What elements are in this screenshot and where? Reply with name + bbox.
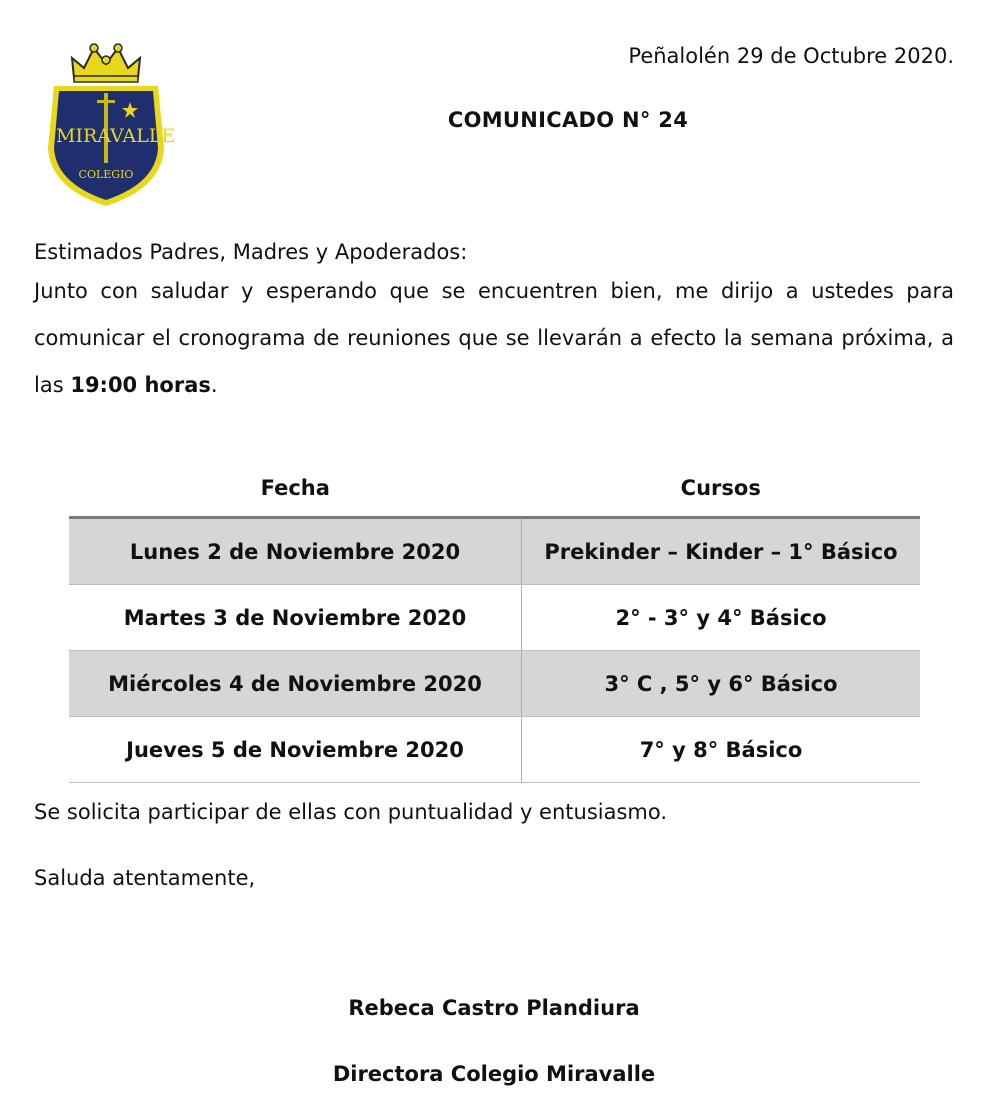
- intro-end: .: [210, 373, 218, 397]
- table-row: [69, 518, 920, 585]
- table-row: [69, 651, 920, 717]
- row-courses: 7° y 8° Básico: [522, 717, 921, 783]
- signer-role: Directora Colegio Miravalle: [332, 1062, 656, 1086]
- header-cursos: Cursos: [522, 460, 921, 518]
- signer-name: Rebeca Castro Plandiura: [348, 996, 640, 1020]
- letter-date: Peñalolén 29 de Octubre 2020.: [628, 44, 954, 68]
- table-row: [69, 717, 920, 783]
- intro-paragraph: [34, 268, 954, 409]
- meeting-schedule-table: [69, 460, 920, 783]
- greeting: Estimados Padres, Madres y Apoderados:: [34, 240, 468, 264]
- row-date: Miércoles 4 de Noviembre 2020: [69, 651, 522, 717]
- svg-text:VALLE: VALLE: [110, 125, 176, 147]
- table-row: [69, 585, 920, 651]
- svg-text:COLEGIO: COLEGIO: [78, 168, 134, 181]
- intro-text: Junto con saludar y esperando que se encuentren bien, me dirijo a ustedes para comunicar el cronograma de reuniones que se llevarán a efecto la semana próxima, a las: [34, 279, 954, 397]
- row-courses: Prekinder – Kinder – 1° Básico: [522, 518, 921, 585]
- table-header-row: [69, 460, 920, 518]
- meeting-time: 19:00 horas: [70, 373, 211, 397]
- row-courses: 3° C , 5° y 6° Básico: [522, 651, 921, 717]
- svg-text:MIRA: MIRA: [56, 125, 111, 147]
- header-fecha: Fecha: [69, 460, 522, 518]
- row-date: Martes 3 de Noviembre 2020: [69, 585, 522, 651]
- communique-title: COMUNICADO N° 24: [447, 108, 689, 132]
- letter-body: [34, 236, 954, 409]
- closing-request: Se solicita participar de ellas con puntualidad y entusiasmo.: [34, 800, 668, 824]
- row-courses: 2° - 3° y 4° Básico: [522, 585, 921, 651]
- farewell-line: Saluda atentamente,: [34, 866, 256, 890]
- row-date: Jueves 5 de Noviembre 2020: [69, 717, 522, 783]
- row-date: Lunes 2 de Noviembre 2020: [69, 518, 522, 585]
